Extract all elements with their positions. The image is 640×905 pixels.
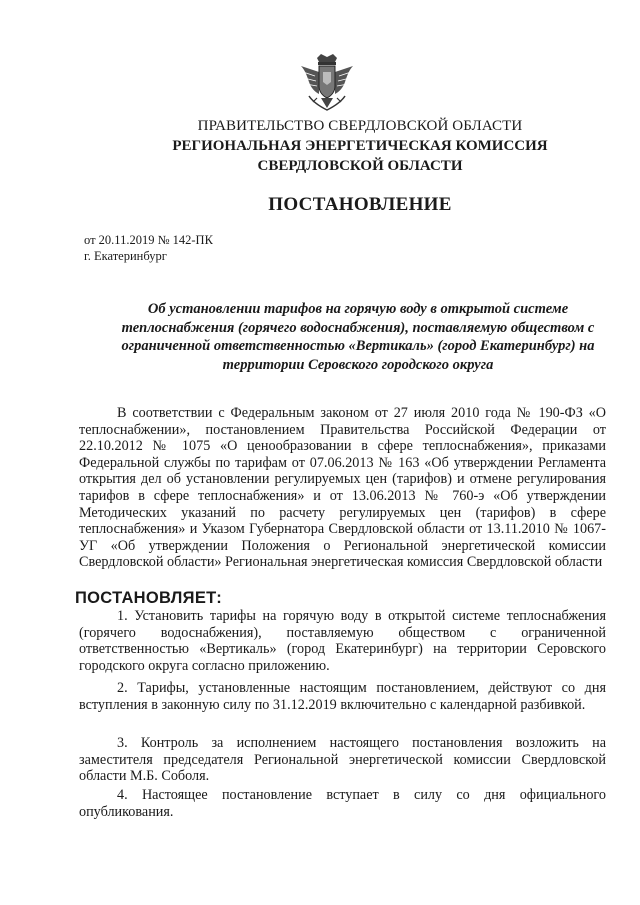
- decree-item-1: 1. Установить тарифы на горячую воду в открытой системе теплоснабжения (горячего водоснабжения), поставляемую обществом с ограниченной ответственностью «Вертикаль» (город Екатеринбург) на территории Серовского городского округа согласно приложению.: [79, 608, 606, 674]
- document-date-number: от 20.11.2019 № 142-ПК: [84, 233, 213, 247]
- decree-item-2: 2. Тарифы, установленные настоящим постановлением, действуют со дня вступления в законную силу по 31.12.2019 включительно с календарной разбивкой.: [79, 680, 606, 713]
- commission-name: РЕГИОНАЛЬНАЯ ЭНЕРГЕТИЧЕСКАЯ КОМИССИЯ: [172, 138, 548, 154]
- government-name: ПРАВИТЕЛЬСТВО СВЕРДЛОВСКОЙ ОБЛАСТИ: [197, 118, 523, 134]
- decree-item-3: 3. Контроль за исполнением настоящего постановления возложить на заместителя председателя Региональной энергетической комиссии Свердловской области М.Б. Соболя.: [79, 735, 606, 785]
- coat-of-arms-icon: [295, 52, 359, 114]
- document-city: г. Екатеринбург: [84, 249, 167, 263]
- commission-region: СВЕРДЛОВСКОЙ ОБЛАСТИ: [257, 158, 463, 174]
- document-type-title: ПОСТАНОВЛЕНИЕ: [268, 194, 452, 215]
- decree-heading: ПОСТАНОВЛЯЕТ:: [75, 589, 223, 607]
- preamble-paragraph: В соответствии с Федеральным законом от 27 июля 2010 года № 190-ФЗ «О теплоснабжении», постановлением Правительства Российской Федерации от 22.10.2012 № 1075 «О ценообразовании в сфере теплоснабжения», приказами Федеральной службы по тарифам от 07.06.2013 № 163 «Об утверждении Регламента открытия дел об установлении регулируемых цен (тарифов) и отмене регулирования тарифов в сфере теплоснабжения» и от 13.06.2013 № 760-э «Об утверждении Методических указаний по расчету регулируемых цен (тарифов) в сфере теплоснабжения» и Указом Губернатора Свердловской области от 13.11.2010 № 1067-УГ «Об утверждении Положения о Региональной энергетической комиссии Свердловской области» Региональная энергетическая комиссия Свердловской области: [79, 405, 606, 571]
- decree-item-4: 4. Настоящее постановление вступает в силу со дня официального опубликования.: [79, 787, 606, 820]
- document-subject: Об установлении тарифов на горячую воду в открытой системе теплоснабжения (горячего водоснабжения), поставляемую обществом с ограниченной ответственностью «Вертикаль» (город Екатеринбург) на территории Серовского городского округа: [121, 301, 595, 373]
